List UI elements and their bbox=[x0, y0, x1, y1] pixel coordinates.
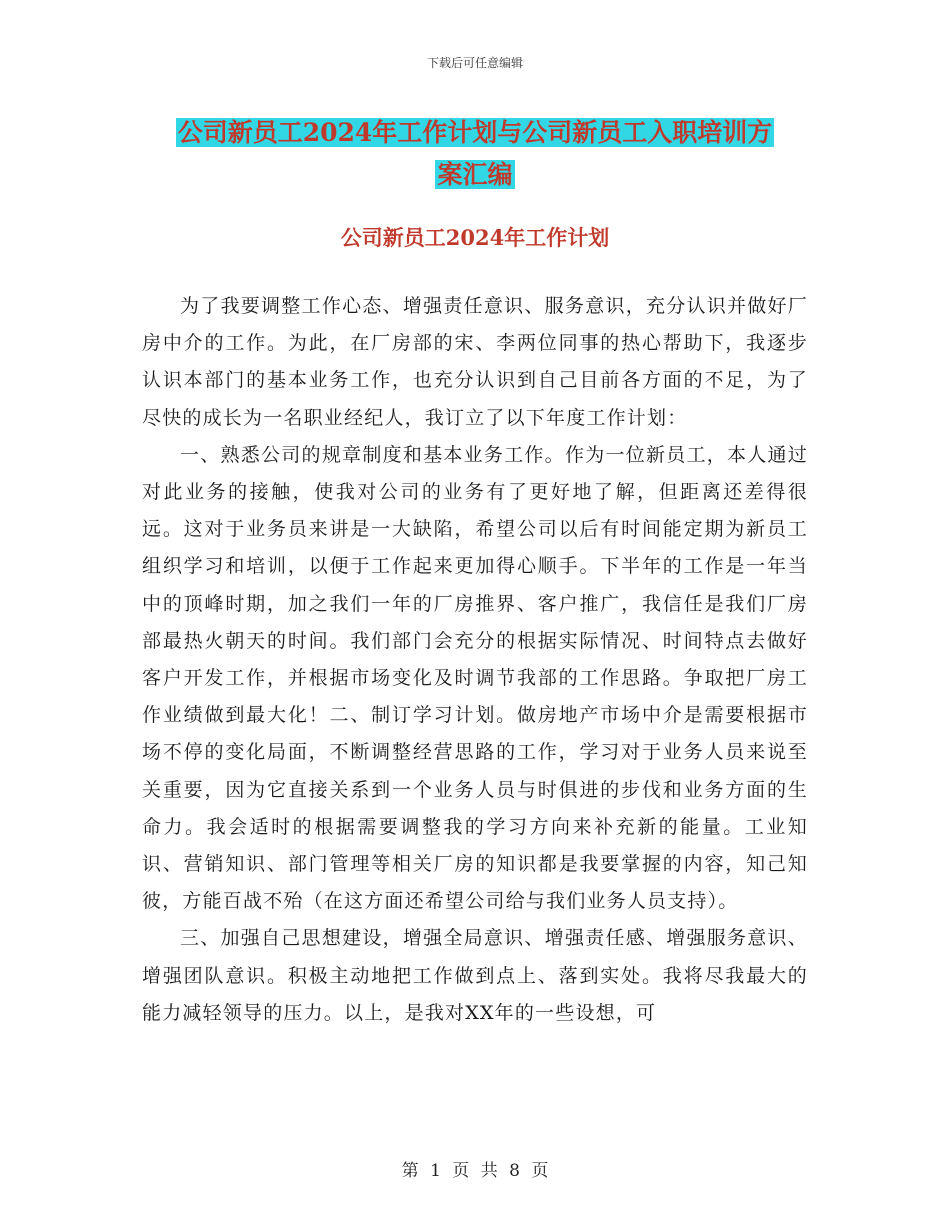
document-title-line-2: 案汇编 bbox=[437, 160, 513, 189]
paragraph-plan-three: 三、加强自己思想建设，增强全局意识、增强责任感、增强服务意识、增强团队意识。积极主动地把工作做到点上、落到实处。我将尽我最大的能力减轻领导的压力。以上，是我对XX年的一些设想，可 bbox=[142, 927, 808, 1024]
document-body bbox=[142, 288, 808, 1032]
paragraph-plan-one-two: 一、熟悉公司的规章制度和基本业务工作。作为一位新员工，本人通过对此业务的接触，使我对公司的业务有了更好地了解，但距离还差得很远。这对于业务员来讲是一大缺陷，希望公司以后有时间能定期为新员工组织学习和培训，以便于工作起来更加得心顺手。下半年的工作是一年当中的顶峰时期，加之我们一年的厂房推界、客户推广，我信任是我们厂房部最热火朝天的时间。我们部门会充分的根据实际情况、时间特点去做好客户开发工作，并根据市场变化及时调节我部的工作思路。争取把厂房工作业绩做到最大化！二、制订学习计划。做房地产市场中介是需要根据市场不停的变化局面，不断调整经营思路的工作，学习对于业务人员来说至关重要，因为它直接关系到一个业务人员与时俱进的步伐和业务方面的生命力。我会适时的根据需要调整我的学习方向来补充新的能量。工业知识、营销知识、部门管理等相关厂房的知识都是我要掌握的内容，知己知彼，方能百战不殆（在这方面还希望公司给与我们业务人员支持）。 bbox=[142, 443, 808, 913]
section-title: 公司新员工2024年工作计划 bbox=[340, 225, 610, 250]
document-title bbox=[140, 112, 810, 196]
paragraph-intro: 为了我要调整工作心态、增强责任意识、服务意识，充分认识并做好厂房中介的工作。为此，在厂房部的宋、李两位同事的热心帮助下，我逐步认识本部门的基本业务工作，也充分认识到自己目前各方面的不足，为了尽快的成长为一名职业经纪人，我订立了以下年度工作计划： bbox=[142, 295, 808, 429]
page-header-note: 下载后可任意编辑 bbox=[426, 56, 523, 70]
page-footer-pagination: 第 1 页 共 8 页 bbox=[401, 1161, 549, 1181]
document-title-line-1: 公司新员工2024年工作计划与公司新员工入职培训方 bbox=[177, 118, 773, 147]
